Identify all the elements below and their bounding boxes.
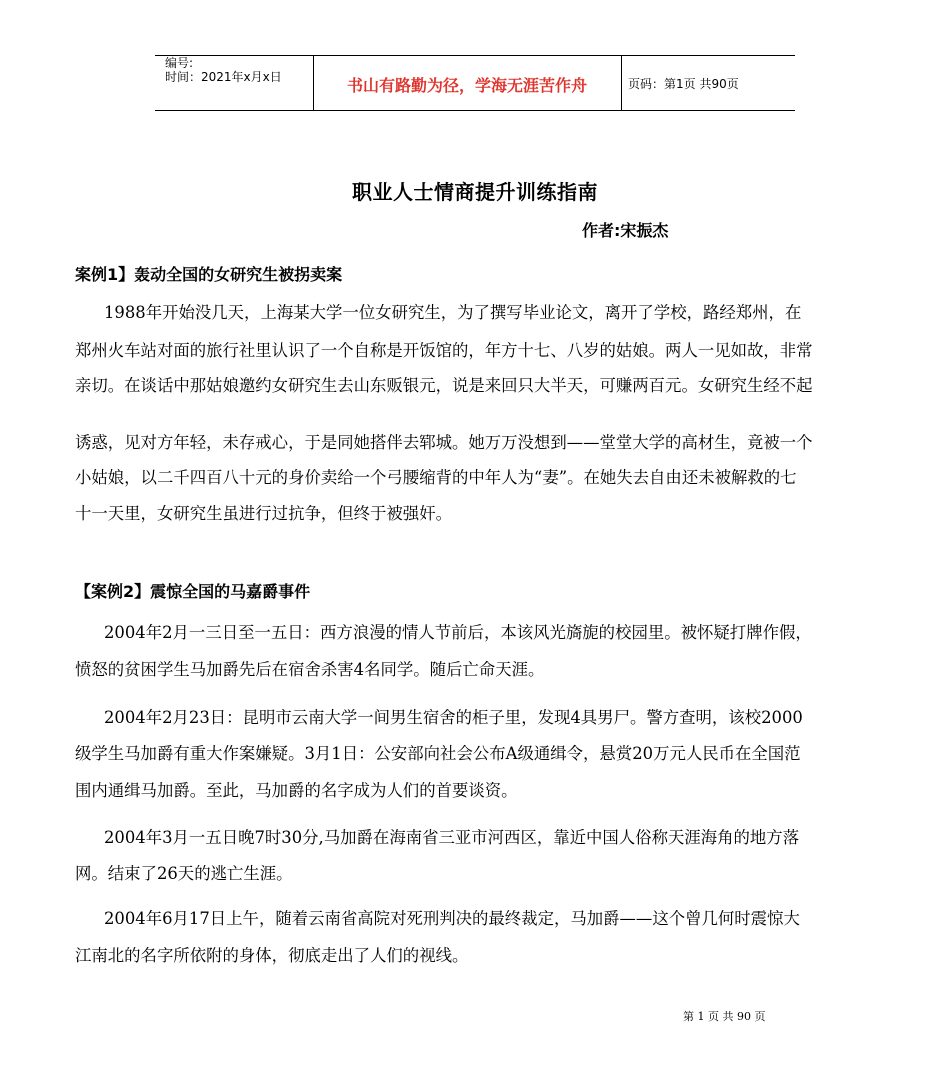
case2-line: 2004年2月23日：昆明市云南大学一间男生宿舍的柜子里，发现4具男尸。警方查明，该校2000 — [104, 708, 803, 727]
case1-line: 郑州火车站对面的旅行社里认识了一个自称是开饭馆的，年方十七、八岁的姑娘。两人一见如故，非常 — [75, 341, 813, 360]
case2-line: 江南北的名字所依附的身体，彻底走出了人们的视线。 — [75, 946, 469, 965]
case2-heading: 【案例2】震惊全国的马嘉爵事件 — [75, 582, 311, 601]
document-author: 作者:宋振杰 — [582, 221, 669, 240]
case1-heading: 案例1】轰动全国的女研究生被拐卖案 — [75, 265, 343, 284]
case2-line: 2004年3月一五日晚7时30分,马加爵在海南省三亚市河西区，靠近中国人俗称天涯海角的地方落 — [104, 828, 800, 847]
case1-line: 十一天里，女研究生虽进行过抗争，但终于被强奸。 — [75, 504, 452, 523]
header-page-info: 页码：第1页 共90页 — [628, 77, 739, 91]
page-footer: 第 1 页 共 90 页 — [683, 1010, 766, 1023]
case1-line: 诱惑，见对方年轻，未存戒心，于是同她搭伴去郓城。她万万没想到——堂堂大学的高材生，竟被一个 — [75, 433, 813, 452]
header-time-label: 时间：2021年x月x日 — [165, 70, 282, 84]
case1-line: 1988年开始没几天，上海某大学一位女研究生，为了撰写毕业论文，离开了学校，路经郑州，在 — [104, 303, 802, 322]
case2-line: 2004年6月17日上午，随着云南省高院对死刑判决的最终裁定，马加爵——这个曾几何时震惊大 — [104, 909, 800, 928]
case2-line: 2004年2月一三日至一五日：西方浪漫的情人节前后，本该风光旖旎的校园里。被怀疑打牌作假， — [104, 623, 812, 642]
header-motto: 书山有路勤为径，学海无涯苦作舟 — [346, 76, 587, 95]
case2-line: 愤怒的贫困学生马加爵先后在宿舍杀害4名同学。随后亡命天涯。 — [75, 660, 545, 679]
case1-line: 小姑娘，以二千四百八十元的身价卖给一个弓腰缩背的中年人为“妻”。在她失去自由还未被解救的七 — [75, 468, 797, 487]
case2-line: 围内通缉马加爵。至此，马加爵的名字成为人们的首要谈资。 — [75, 781, 518, 800]
header-divider-right — [621, 55, 622, 110]
header-meta — [165, 56, 282, 84]
case2-line: 级学生马加爵有重大作案嫌疑。3月1日：公安部向社会公布A级通缉令，悬赏20万元人民币在全国范 — [75, 744, 801, 763]
header-number-label: 编号: — [165, 56, 194, 70]
header-bottom-border — [155, 110, 795, 111]
document-title: 职业人士情商提升训练指南 — [352, 180, 598, 204]
case2-line: 网。结束了26天的逃亡生涯。 — [75, 864, 293, 883]
case1-line: 亲切。在谈话中那姑娘邀约女研究生去山东贩银元，说是来回只大半天，可赚两百元。女研究生经不起 — [75, 376, 813, 395]
